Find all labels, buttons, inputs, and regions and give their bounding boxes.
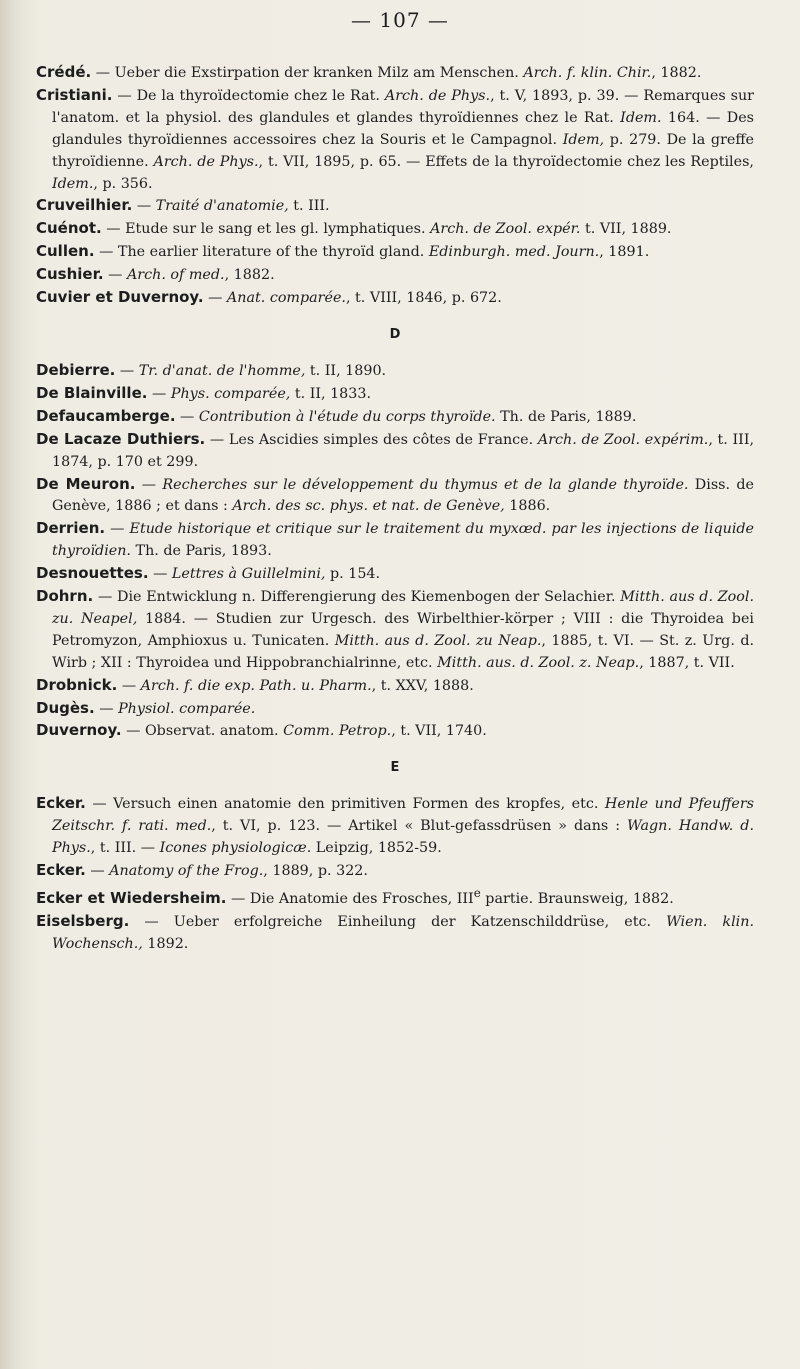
bibliography-entry (36, 586, 754, 675)
entry-source-title: Icones physiologicæ. (159, 840, 312, 857)
bibliography (36, 62, 754, 955)
entry-source-title: Wien. klin. Wochensch., (52, 913, 754, 952)
bibliography-entry (36, 360, 754, 383)
entry-source-title: Lettres à Guillelmini, (171, 566, 326, 583)
entry-text: — (132, 198, 156, 215)
entry-text: — (85, 863, 110, 880)
entry-author: Cullen. (36, 242, 95, 261)
entry-source-title: Arch. of med. (126, 267, 225, 284)
entry-source-title: Physiol. comparée. (118, 700, 256, 717)
entry-text: — Versuch einen anatomie den primitiven Formen des kropfes, etc. (85, 796, 605, 813)
entry-text: , t. VI, p. 123. — Artikel « Blut-gefassdrüsen » dans : (211, 818, 628, 835)
section-letter: D (389, 326, 401, 342)
entry-source-title: Arch. de Zool. expér. (430, 221, 581, 238)
entry-text: 1884. — Studien zur Urgesch. des Wirbelthier-körper ; VIII : die Thyroidea bei Petromyzon, Amphioxus u. Tunicaten. (52, 610, 754, 649)
entry-text: — (117, 677, 141, 694)
bibliography-entry (36, 883, 754, 911)
entry-source-title: Comm. Petrop. (283, 723, 392, 740)
entry-source-title: Anatomy of the Frog. (109, 863, 264, 880)
entry-text: — (203, 290, 227, 307)
entry-text: partie. Braunsweig, 1882. (480, 890, 674, 907)
entry-text: , t. VII, 1895, p. 65. — Effets de la thyroïdectomie chez les Reptiles, (258, 153, 754, 170)
entry-text: — (147, 385, 171, 402)
entry-text: Th. de Paris, 1893. (130, 543, 272, 560)
entry-source-title: Anat. comparée. (226, 290, 346, 307)
section-letter: E (390, 760, 400, 776)
entry-source-title: Arch. des sc. phys. et nat. de Genève, (232, 498, 505, 515)
entry-source-title: Recherches sur le développement du thymus et de la glande thyroïde. (162, 476, 689, 493)
entry-author: Ecker. (36, 861, 86, 880)
entry-author: Cushier. (36, 265, 104, 284)
entry-text: — Ueber die Exstirpation der kranken Milz am Menschen. (91, 65, 524, 81)
bibliography-entry (36, 720, 754, 743)
entry-author: Crédé. (36, 63, 92, 81)
bibliography-entry (36, 911, 754, 956)
entry-text: — (105, 521, 130, 538)
entry-text: — Ueber erfolgreiche Einheilung der Katzenschilddrüse, etc. (129, 913, 667, 930)
bibliography-entry (36, 287, 754, 310)
entry-text: Leipzig, 1852-59. (311, 840, 442, 857)
entry-author: Ecker et Wiedersheim. (36, 888, 227, 907)
entry-source-title: Idem. (620, 109, 662, 126)
entry-source-title: Henle und Pfeuffers Zeitschr. f. rati. med. (52, 796, 754, 835)
entry-author: Cuvier et Duvernoy. (36, 288, 204, 307)
entry-text: , t. V, 1893, p. 39. — Remarques sur l'anatom. et la physiol. des glandules et glandes thyroïdiennes chez le Rat. (52, 87, 754, 126)
entry-source-title: Contribution à l'étude du corps thyroïde. (198, 408, 496, 425)
entry-author: Drobnick. (36, 675, 118, 694)
entry-text: t. II, 1890. (305, 362, 387, 379)
entry-text: — Etude sur le sang et les gl. lymphatiques. (101, 221, 431, 238)
entry-text: , 1882. (651, 65, 702, 81)
bibliography-entry (36, 62, 754, 85)
entry-text: 1886. (504, 498, 551, 515)
bibliography-entry (36, 518, 754, 563)
entry-text: Diss. de Genève, 1886 ; et dans : (52, 476, 754, 515)
entry-source-title: Edinburgh. med. Journ. (428, 244, 600, 261)
bibliography-entry (36, 474, 754, 519)
entry-source-title: Arch. de Phys. (384, 87, 491, 104)
bibliography-entry (36, 85, 754, 196)
entry-text: — (135, 476, 163, 493)
bibliography-entry (36, 406, 754, 429)
bibliography-entry (36, 793, 754, 860)
entry-text: p. 154. (325, 566, 381, 583)
entry-text: , 1882. (224, 267, 275, 284)
entry-text: , t. VIII, 1846, p. 672. (345, 290, 502, 307)
entry-author: Cristiani. (36, 85, 113, 104)
entry-text: 164. — Des glandules thyroïdiennes accessoires chez la Souris et le Campagnol. (52, 109, 754, 148)
entry-source-title: Arch. f. klin. Chir. (523, 65, 652, 81)
entry-source-title: Arch. de Phys. (153, 153, 259, 170)
entry-text: t. III. (288, 198, 330, 215)
entry-source-title: Mitth. aus d. Zool. zu Neap. (334, 632, 542, 649)
entry-text: , t. III. — (90, 840, 160, 857)
entry-text: p. 279. De la greffe thyroïdienne. (52, 131, 754, 170)
entry-author: De Lacaze Duthiers. (36, 429, 206, 448)
entry-author: Cruveilhier. (36, 196, 133, 215)
entry-text: , t. III, 1874, p. 170 et 299. (52, 431, 755, 470)
entry-author: Derrien. (36, 519, 106, 538)
entry-author: Duvernoy. (36, 721, 122, 740)
entry-author: Cuénot. (36, 219, 102, 238)
bibliography-entry (36, 218, 754, 241)
entry-text: — (175, 408, 199, 425)
entry-text: , 1887, t. VII. (639, 654, 735, 671)
entry-author: Defaucamberge. (36, 406, 176, 425)
entry-text: — (103, 267, 127, 284)
entry-text: , p. 356. (93, 175, 153, 192)
entry-author: Desnouettes. (36, 564, 149, 583)
entry-source-title: Idem, (562, 131, 605, 148)
entry-text: — The earlier literature of the thyroïd gland. (94, 244, 429, 261)
entry-source-title: Wagn. Handw. d. Phys. (52, 818, 754, 857)
entry-text: , 1889, p. 322. (263, 863, 368, 880)
entry-text: — (94, 700, 119, 717)
bibliography-entry (36, 860, 754, 883)
entry-text: , t. XXV, 1888. (371, 677, 474, 694)
entry-text: — De la thyroïdectomie chez le Rat. (112, 87, 385, 104)
entry-text: , 1891. (599, 244, 650, 261)
entry-source-title: Phys. comparée, (170, 385, 291, 402)
entry-text: — Les Ascidies simples des côtes de France. (205, 431, 538, 448)
entry-text: 1892. (142, 935, 189, 952)
entry-source-title: Mitth. aus. d. Zool. z. Neap. (437, 654, 640, 671)
entry-text: t. VII, 1889. (580, 221, 672, 238)
entry-author: De Meuron. (36, 474, 136, 493)
entry-text: — Die Entwicklung n. Differengierung des Kiemenbogen der Selachier. (93, 589, 621, 606)
bibliography-entry (36, 264, 754, 287)
bibliography-entry (36, 195, 754, 218)
entry-author: Dugès. (36, 698, 95, 717)
entry-source-title: Traité d'anatomie, (155, 198, 289, 215)
bibliography-entry (36, 563, 754, 586)
entry-source-title: Mitth. aus d. Zool. zu. Neapel, (52, 589, 754, 627)
entry-author: Dohrn. (36, 587, 94, 606)
entry-text: — Die Anatomie des Frosches, III (226, 890, 474, 907)
entry-text: e (473, 886, 481, 900)
entry-author: De Blainville. (36, 383, 148, 402)
entry-text: Th. de Paris, 1889. (495, 408, 637, 425)
entry-author: Debierre. (36, 360, 116, 379)
page-number: — 107 — (351, 8, 449, 32)
entry-author: Ecker. (36, 794, 86, 813)
bibliography-entry (36, 698, 754, 721)
entry-source-title: Arch. f. die exp. Path. u. Pharm. (140, 677, 372, 694)
bibliography-entry (36, 675, 754, 698)
entry-text: , t. VII, 1740. (391, 723, 487, 740)
entry-text: — Observat. anatom. (121, 723, 284, 740)
bibliography-entry (36, 429, 754, 474)
entry-text: t. II, 1833. (290, 385, 372, 402)
bibliography-entry (36, 241, 754, 264)
entry-text: — (148, 566, 172, 583)
entry-source-title: Etude historique et critique sur le traitement du myxœd. par les injections de liquide thyroïdien. (52, 521, 755, 560)
entry-source-title: Arch. de Zool. expérim. (537, 431, 709, 448)
entry-text: , 1885, t. VI. — St. z. Urg. d. Wirb ; XII : Thyroidea und Hippobranchialrinne, etc. (52, 632, 755, 671)
entry-source-title: Tr. d'anat. de l'homme, (138, 362, 306, 379)
entry-source-title: Idem. (52, 175, 94, 192)
bibliography-entry (36, 383, 754, 406)
entry-author: Eiselsberg. (36, 911, 130, 930)
entry-text: — (115, 362, 139, 379)
